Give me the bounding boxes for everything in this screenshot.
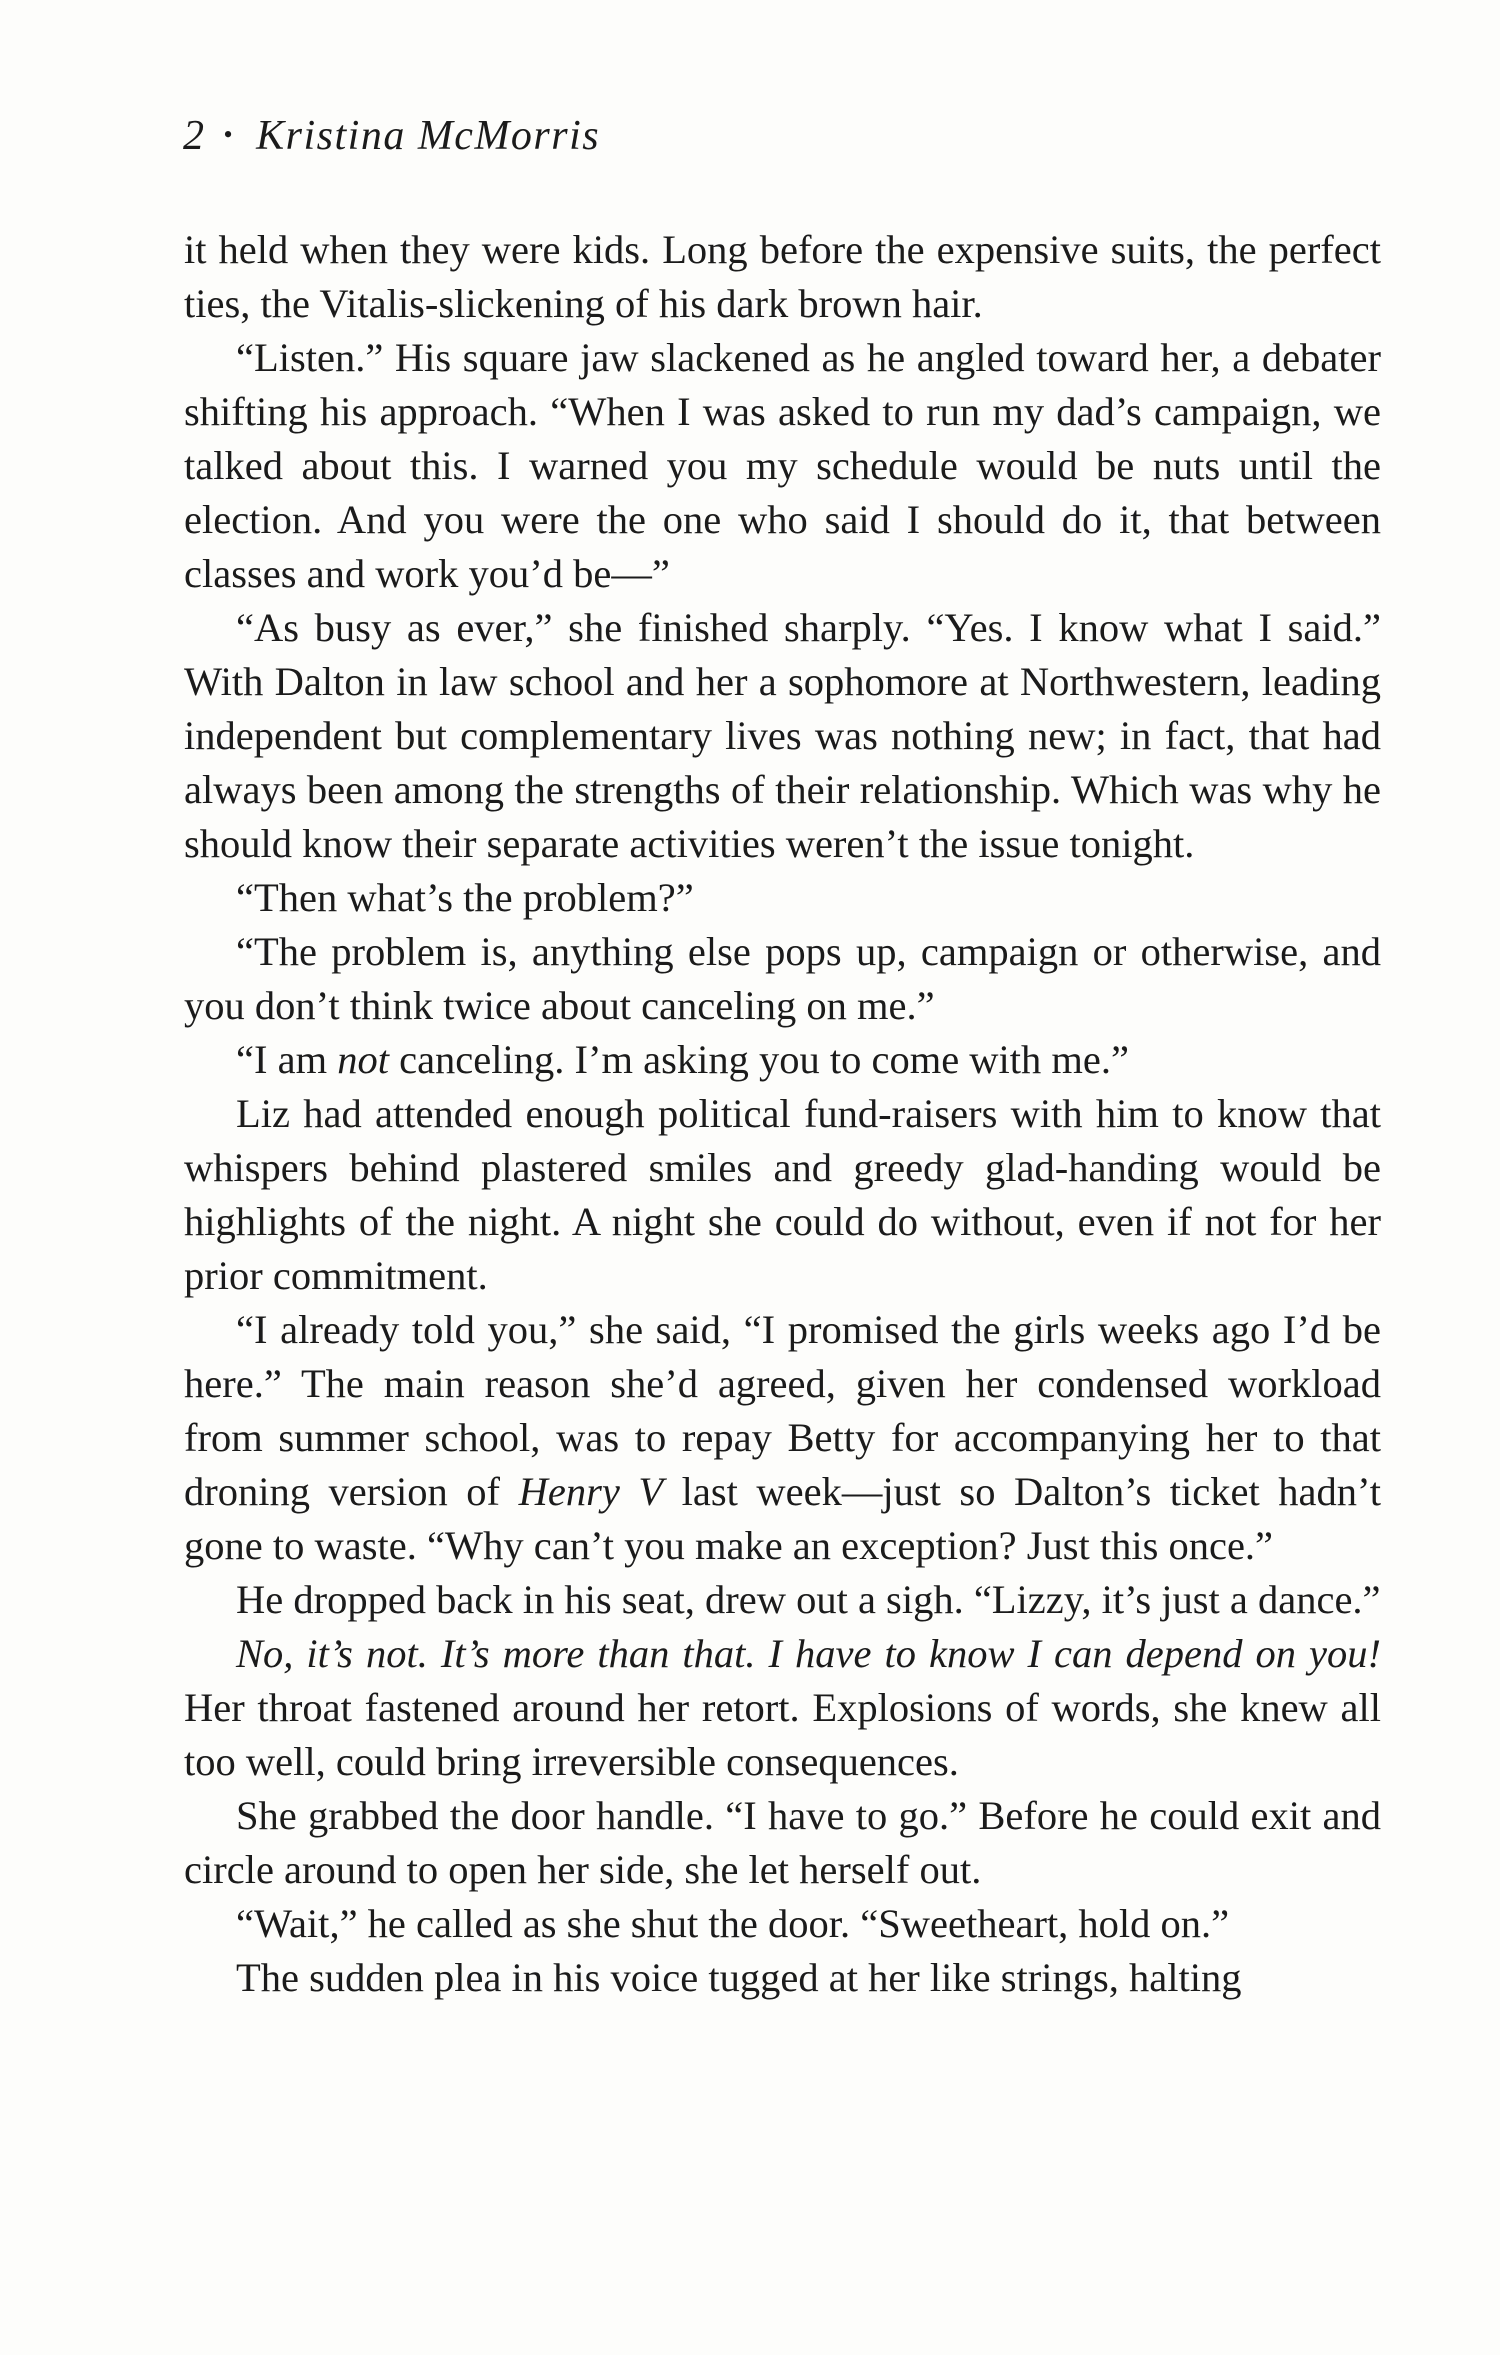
text-run: Her throat fastened around her retort. Explosions of words, she knew all too well, could bring irreversible consequences.	[184, 1685, 1381, 1784]
paragraph	[184, 1627, 1381, 1789]
text-run: “As busy as ever,” she finished sharply. “Yes. I know what I said.” With Dalton in law school and her a sophomore at Northwestern, leading independent but complementary lives was nothing new; in fact, that had always been among the strengths of their relationship. Which was why he should know their separate activities weren’t the issue tonight.	[184, 605, 1381, 866]
paragraph	[184, 1951, 1381, 2005]
paragraph	[184, 1789, 1381, 1897]
text-run: Liz had attended enough political fund-raisers with him to know that whispers behind plastered smiles and greedy glad-handing would be highlights of the night. A night she could do without, even if not for her prior commitment.	[184, 1091, 1381, 1298]
bullet-separator: •	[223, 120, 235, 150]
text-run: “Then what’s the problem?”	[236, 875, 694, 920]
italic-text-run: not	[337, 1037, 389, 1082]
text-run: “Wait,” he called as she shut the door. “Sweetheart, hold on.”	[236, 1901, 1230, 1946]
paragraph	[184, 1897, 1381, 1951]
author-name: Kristina McMorris	[256, 113, 601, 159]
page-number: 2	[183, 113, 206, 159]
text-run: “I am	[236, 1037, 338, 1082]
running-head	[183, 112, 600, 160]
text-run: She grabbed the door handle. “I have to go.” Before he could exit and circle around to open her side, she let herself out.	[184, 1793, 1381, 1892]
paragraph	[184, 331, 1381, 601]
text-run: “Listen.” His square jaw slackened as he angled toward her, a debater shifting his approach. “When I was asked to run my dad’s campaign, we talked about this. I warned you my schedule would be nuts until the election. And you were the one who said I should do it, that between classes and work you’d be—”	[184, 335, 1381, 596]
paragraph	[184, 1303, 1381, 1573]
text-run: it held when they were kids. Long before the expensive suits, the perfect ties, the Vitalis-slickening of his dark brown hair.	[184, 227, 1381, 326]
paragraph	[184, 1033, 1381, 1087]
text-run: He dropped back in his seat, drew out a sigh. “Lizzy, it’s just a dance.”	[236, 1577, 1381, 1622]
text-run: “I already told you,” she said, “I promised the girls weeks ago I’d be here.” The main reason she’d agreed, given her condensed workload from summer school, was to repay Betty for accompanying her to that droning version of	[184, 1307, 1381, 1514]
paragraph	[184, 223, 1381, 331]
paragraph	[184, 601, 1381, 871]
text-run: last week—just so Dalton’s ticket hadn’t gone to waste. “Why can’t you make an exception? Just this once.”	[184, 1469, 1382, 1568]
paragraph	[184, 871, 1381, 925]
text-run: The sudden plea in his voice tugged at her like strings, halting	[236, 1955, 1242, 2000]
italic-text-run: Henry V	[518, 1469, 664, 1514]
text-run: canceling. I’m asking you to come with me.”	[388, 1037, 1130, 1082]
paragraph	[184, 1573, 1381, 1627]
text-run: “The problem is, anything else pops up, campaign or otherwise, and you don’t think twice about canceling on me.”	[184, 929, 1381, 1028]
italic-text-run: No, it’s not. It’s more than that. I have to know I can depend on you!	[236, 1631, 1381, 1676]
paragraph	[184, 1087, 1381, 1303]
body-text	[184, 223, 1381, 2005]
paragraph	[184, 925, 1381, 1033]
